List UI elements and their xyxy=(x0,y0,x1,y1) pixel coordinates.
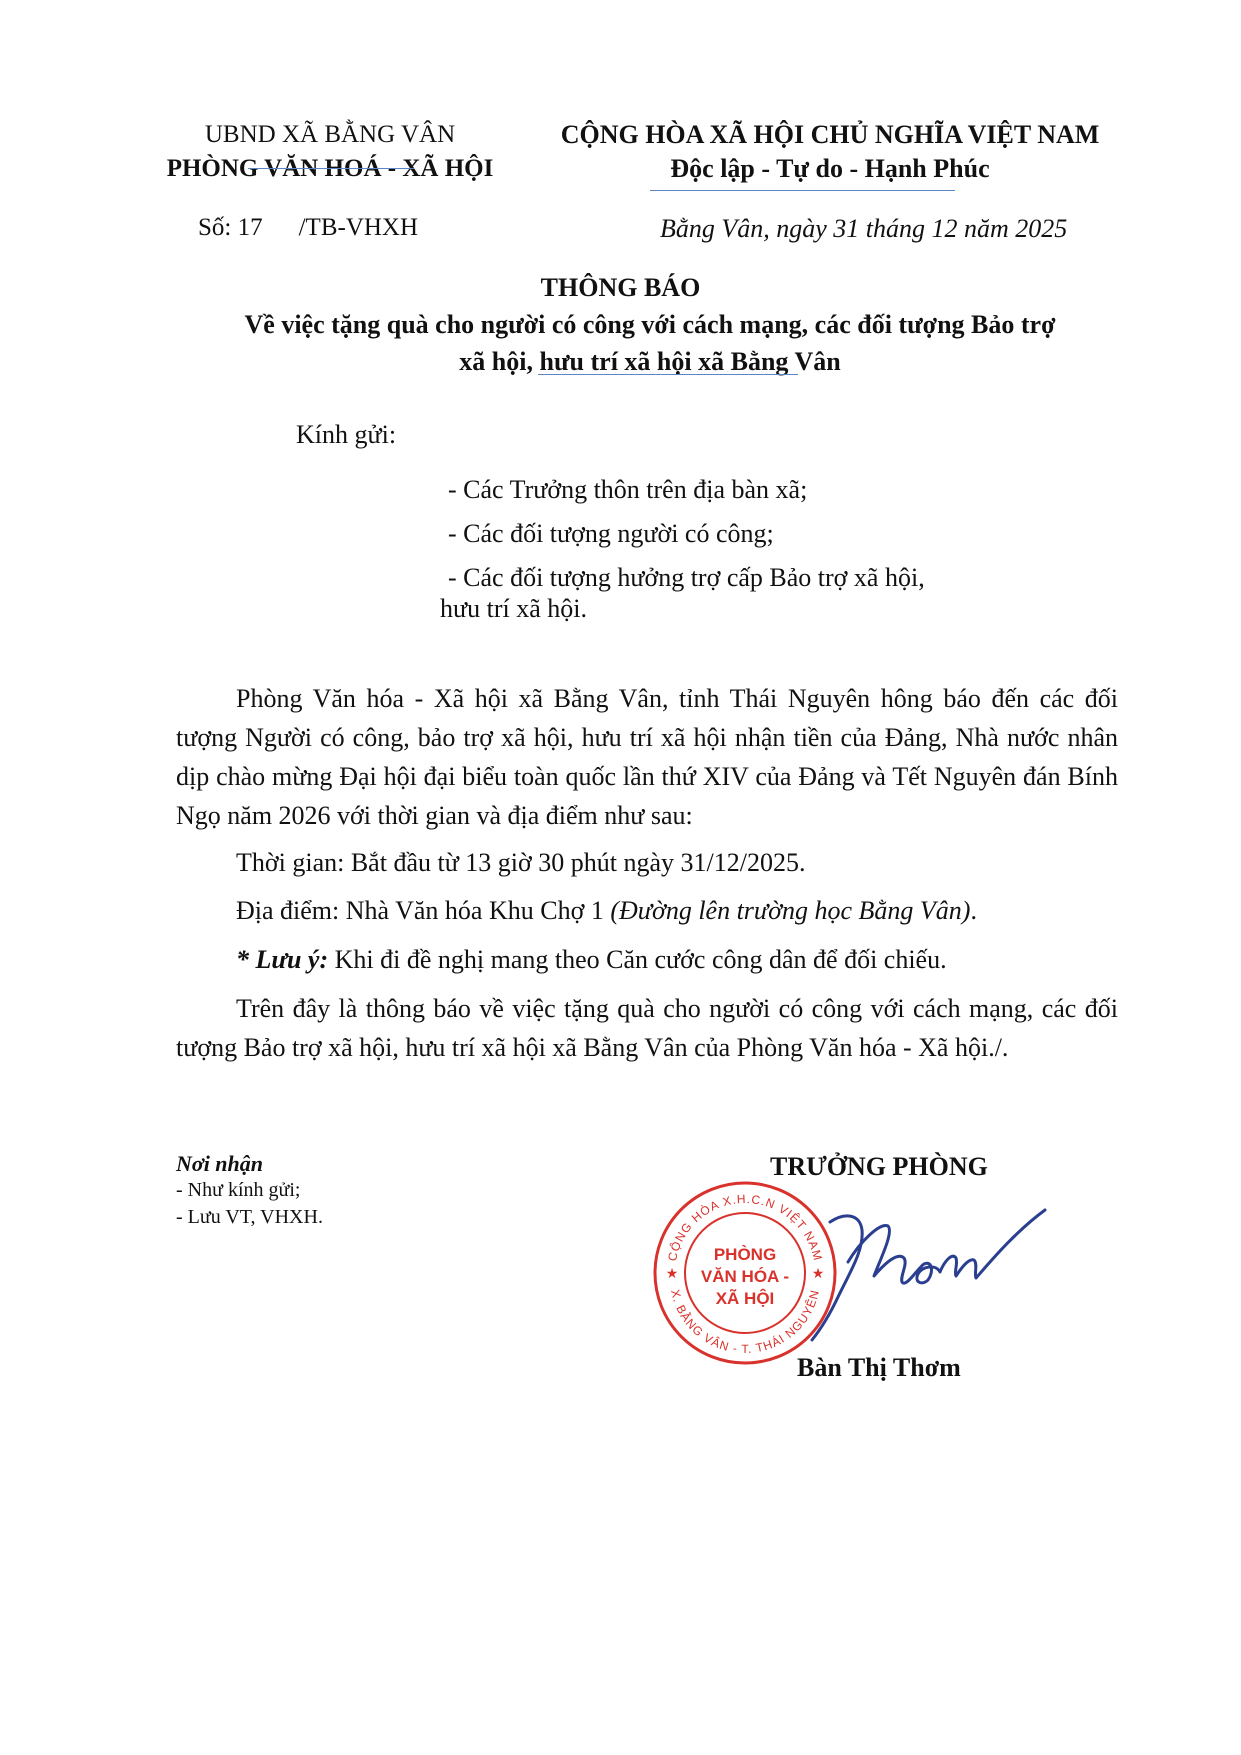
event-time: Thời gian: Bắt đầu từ 13 giờ 30 phút ngày 31/12/2025. xyxy=(236,848,806,877)
body-time xyxy=(176,843,1118,882)
recipient-item: - Các đối tượng hưởng trợ cấp Bảo trợ xã hội, xyxy=(448,563,925,592)
seal-top-text: CỘNG HÒA X.H.C.N VIỆT NAM xyxy=(665,1191,826,1263)
issuer-authority: UBND XÃ BẰNG VÂN xyxy=(204,121,456,148)
issuer-block xyxy=(120,118,540,186)
note-label: * Lưu ý: xyxy=(236,945,329,974)
distribution-list xyxy=(176,1150,323,1231)
seal-center-line: PHÒNG xyxy=(713,1245,777,1264)
body-closing xyxy=(176,989,1118,1067)
issue-date: Bằng Vân, ngày 31 tháng 12 năm 2025 xyxy=(660,214,1068,243)
recipient-item: - Các đối tượng người có công; xyxy=(448,519,774,548)
body-note xyxy=(176,940,1118,979)
subtitle-underline xyxy=(538,374,798,375)
motto-underline xyxy=(650,190,955,191)
body-place xyxy=(176,891,1118,930)
subtitle-line-1: Về việc tặng quà cho người có công với cách mạng, các đối tượng Bảo trợ xyxy=(244,310,1056,339)
seal-bottom-text: X. BẰNG VÂN - T. THÁI NGUYÊN xyxy=(668,1288,823,1357)
distribution-item: - Như kính gửi; xyxy=(176,1179,301,1201)
svg-text:★: ★ xyxy=(811,1267,825,1282)
subtitle-line-2: xã hội, hưu trí xã hội xã Bằng Vân xyxy=(459,347,841,376)
doc-number-value: 17 xyxy=(237,214,263,241)
greeting: Kính gửi: xyxy=(296,420,397,449)
distribution-item: - Lưu VT, VHXH. xyxy=(176,1206,323,1228)
recipient-list xyxy=(440,468,1048,626)
seal-center-line: VĂN HÓA - xyxy=(700,1267,790,1286)
document-title: THÔNG BÁO xyxy=(540,273,701,302)
document-number xyxy=(198,214,418,242)
note-text: Khi đi đề nghị mang theo Căn cước công dân để đối chiếu. xyxy=(328,945,947,974)
body-text: Phòng Văn hóa - Xã hội xã Bằng Vân, tỉnh Thái Nguyên hông báo đến các đối tượng Người có công, bảo trợ xã hội, hưu trí xã hội nhận tiền của Đảng, Nhà nước nhân dịp chào mừng Đại hội đại biểu toàn quốc lần thứ XIV của Đảng và Tết Nguyên đán Bính Ngọ năm 2026 với thời gian và địa điểm như sau: xyxy=(176,684,1118,830)
issuer-underline xyxy=(248,168,414,169)
seal-center-line: XÃ HỘI xyxy=(715,1289,775,1308)
event-place: Địa điểm: Nhà Văn hóa Khu Chợ 1 xyxy=(236,896,611,925)
doc-number-suffix: /TB-VHXH xyxy=(298,214,419,241)
recipient-item-continuation: hưu trí xã hội. xyxy=(440,594,587,623)
svg-text:★: ★ xyxy=(665,1267,679,1282)
signer-title: TRƯỞNG PHÒNG xyxy=(770,1152,988,1181)
document-subtitle xyxy=(185,306,1115,380)
handwritten-signature xyxy=(790,1202,1050,1357)
event-place-end: . xyxy=(970,896,977,925)
closing-text: Trên đây là thông báo về việc tặng quà cho người có công với cách mạng, các đối tượng Bảo trợ xã hội, hưu trí xã hội xã Bằng Vân của Phòng Văn hóa - Xã hội./. xyxy=(176,994,1118,1062)
body-paragraph-1 xyxy=(176,679,1118,835)
distribution-label: Nơi nhận xyxy=(176,1151,264,1176)
issuer-department: PHÒNG VĂN HOÁ - XÃ HỘI xyxy=(166,155,494,182)
signer-name: Bàn Thị Thơm xyxy=(797,1353,961,1382)
national-header xyxy=(530,118,1130,186)
national-motto: Độc lập - Tự do - Hạnh Phúc xyxy=(670,154,990,183)
event-place-note: (Đường lên trường học Bằng Vân) xyxy=(610,896,971,925)
recipient-item: - Các Trưởng thôn trên địa bàn xã; xyxy=(448,475,808,504)
doc-number-prefix: Số: xyxy=(198,214,232,241)
national-name: CỘNG HÒA XÃ HỘI CHỦ NGHĨA VIỆT NAM xyxy=(560,120,1100,149)
